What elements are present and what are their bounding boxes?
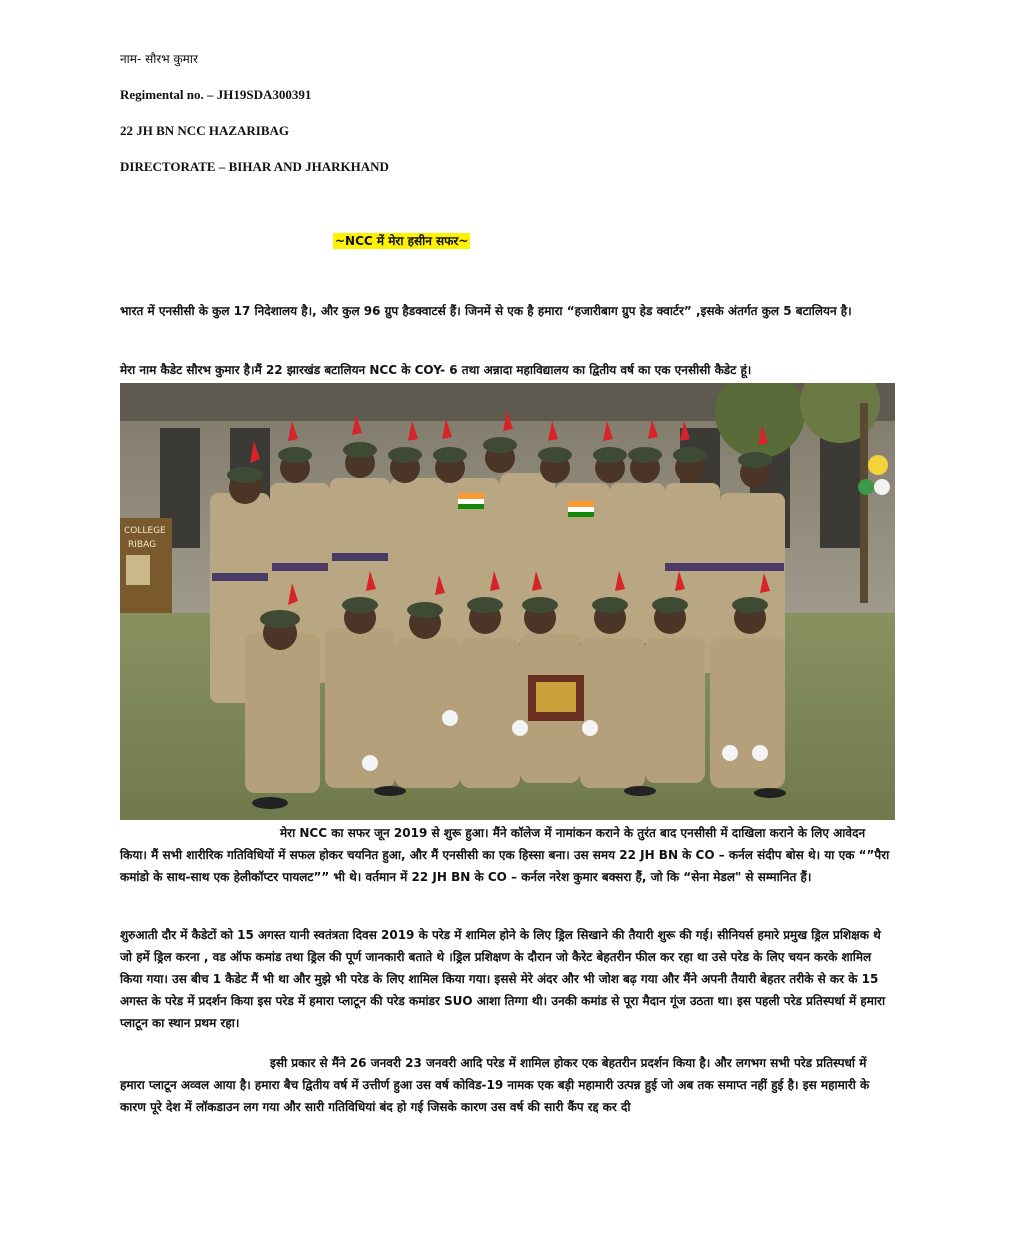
- document-title: ~NCC में मेरा हसीन सफर~: [335, 234, 469, 248]
- sign-text-2: RIBAG: [128, 540, 157, 550]
- directorate-line: DIRECTORATE – BIHAR AND JHARKHAND: [120, 159, 389, 174]
- battalion-line: 22 JH BN NCC HAZARIBAG: [120, 123, 290, 138]
- paragraph-3: मेरा NCC का सफर जून 2019 से शुरू हुआ। मैंने कॉलेज में नामांकन कराने के तुरंत बाद एनसीसी में दाखिला कराने के लिए आवेदन किया। मैं सभी शारीरिक गतिविधियों में सफल होकर चयनित हुआ, और मैं एनसीसी का एक हिस्सा बना। उस समय 22 JH BN के CO – कर्नल संदीप बोस थे। या एक “”पैरा कमांडो के साथ-साथ एक हेलीकॉप्टर पायलट”” भी थे। वर्तमान में 22 JH BN के CO – कर्नल नरेश कुमार बक्सरा हैं, जो कि “सेना मेडल" से सम्मानित हैं।: [120, 826, 890, 884]
- photo-illustration: [120, 383, 895, 820]
- name-line: नाम- सौरभ कुमार: [120, 52, 198, 66]
- paragraph-5: इसी प्रकार से मैंने 26 जनवरी 23 जनवरी आदि परेड में शामिल होकर एक बेहतरीन प्रदर्शन किया है। और लगभग सभी परेड प्रतिस्पर्धा में हमारा प्लाटून अव्वल आया है। हमारा बैच द्वितीय वर्ष में उत्तीर्ण हुआ उस वर्ष कोविड-19 नामक एक बड़ी महामारी उत्पन्न हुई जो अब तक समाप्त नहीं हुई है। इस महामारी के कारण पूरे देश में लॉकडाउन लग गया और सारी गतिविधियां बंद हो गई जिसके कारण उस वर्ष की सारी कैंप रद्द कर दी: [120, 1056, 870, 1114]
- cadets-group-photo: [120, 383, 895, 820]
- paragraph-1: भारत में एनसीसी के कुल 17 निदेशालय है।, और कुल 96 ग्रुप हैडक्वाटर्स हैं। जिनमें से एक है हमारा “हजारीबाग ग्रुप हेड क्वार्टर” ,इसके अंतर्गत कुल 5 बटालियन है।: [120, 304, 852, 318]
- paragraph-4: शुरुआती दौर में कैडेटों को 15 अगस्त यानी स्वतंत्रता दिवस 2019 के परेड में शामिल होने के लिए ड्रिल सिखाने की तैयारी शुरू की गई। सीनियर्स हमारे प्रमुख ड्रिल प्रशिक्षक थे जो हमें ड्रिल करना , वड ऑफ कमांड तथा ड्रिल की पूर्ण जानकारी बताते थे ।ड्रिल प्रशिक्षण के दौरान जो कैरेट बेहतरीन फील कर रहा था उसे परेड के लिए चयन करके शामिल किया गया। उस बीच 1 कैडेट मैं भी था और मुझे भी परेड के लिए शामिल किया गया। इससे मेरे अंदर और भी जोश बढ़ गया और मैंने अपनी तैयारी बेहतर तरीके से कर के 15 अगस्त के परेड में प्रदर्शन किया इस परेड में हमारा प्लाटून की परेड कमांडर SUO आशा तिग्गा थी। उनकी कमांड से पूरा मैदान गूंज उठता था। इस पहली परेड प्रतिस्पर्धा में हमारा प्लाटून का स्थान प्रथम रहा।: [120, 928, 886, 1030]
- regimental-number: Regimental no. – JH19SDA300391: [120, 87, 312, 102]
- paragraph-2: मेरा नाम कैडेट सौरभ कुमार है।मैं 22 झारखंड बटालियन NCC के COY- 6 तथा अन्नादा महाविद्यालय का द्वितीय वर्ष का एक एनसीसी कैडेट हूं।: [120, 363, 752, 377]
- sign-text-1: COLLEGE: [124, 526, 166, 536]
- title-block: [333, 230, 470, 249]
